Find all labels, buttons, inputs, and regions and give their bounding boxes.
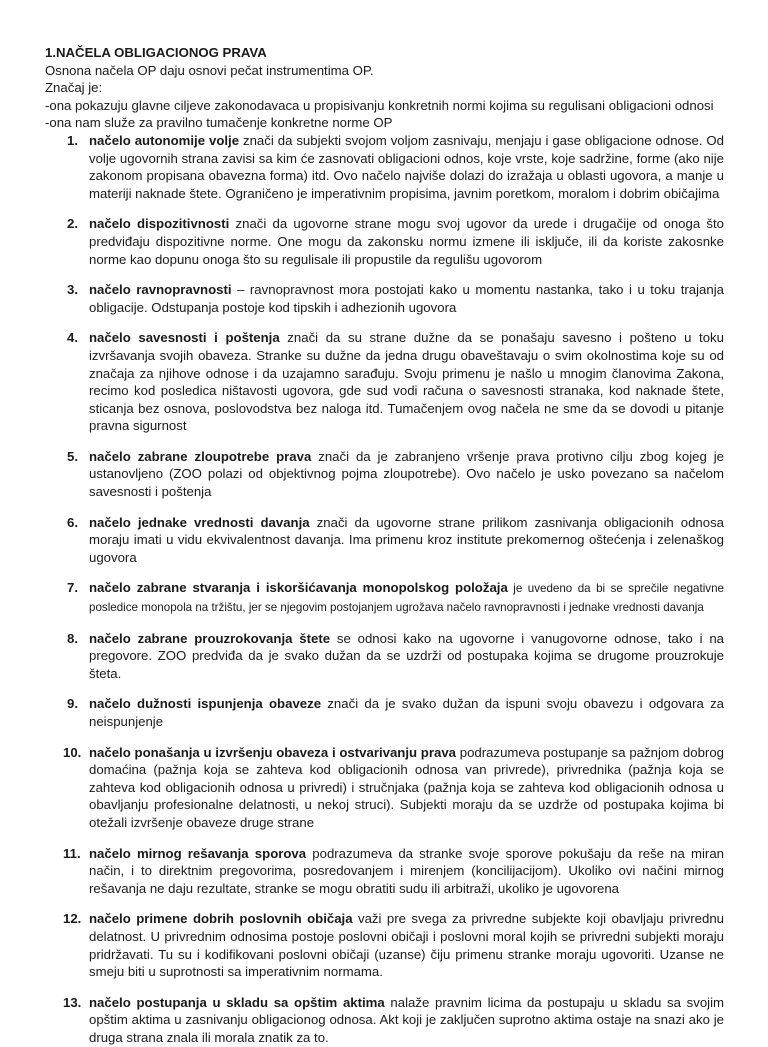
principle-item bbox=[45, 132, 724, 202]
principle-term: načelo zabrane zloupotrebe prava bbox=[89, 448, 312, 464]
principle-number: 2. bbox=[67, 216, 78, 232]
principle-item bbox=[45, 329, 724, 435]
principle-number: 3. bbox=[67, 282, 78, 298]
principle-text: znači da subjekti svojom voljom zasnivaju, menjaju i gase obligacione odnose. Od volje ugovornih strana zavisi sa kim će zasnovati obligacioni odnos, koje vrste, koje sadržine, forme (ako nije zakonom propisana obavezna forma) itd. Ovo načelo najviše dolazi do izražaja u oblasti ugovora, a manje u materiji naknade štete. Ograničeno je imperativnim propisima, javnim poretkom, moralom i dobrim običajima bbox=[89, 132, 725, 201]
principle-number: 9. bbox=[67, 696, 78, 712]
principle-text: važi pre svega za privredne subjekte koji obavljaju privrednu delatnost. U privrednim odnosima postoje poslovni običaji i poslovni moral kojih se privredni subjekti moraju pridržavati. Tu su i kodifikovani poslovni običaji (uzanse) čiju primenu stranke moraju ugovoriti. Uzanse ne smeju biti u suprotnosti sa imperativnim normama. bbox=[89, 911, 724, 980]
principle-item bbox=[45, 695, 724, 730]
principle-item bbox=[45, 281, 724, 316]
principle-number: 1. bbox=[67, 132, 78, 148]
document-heading: 1.NAČELA OBLIGACIONOG PRAVA bbox=[45, 45, 267, 60]
principle-item bbox=[45, 744, 724, 832]
principle-item bbox=[45, 910, 724, 980]
principle-number: 8. bbox=[67, 630, 78, 646]
principle-text: podrazumeva postupanje sa pažnjom dobrog domaćina (pažnja koja se zahteva kod obligacionih odnosa van privrede), privrednika (pažnja koja se zahteva kod obligacionih odnosa u privredi) i stručnjaka (pažnja koja se zahteva kod obligacionih odnosa u obavljanju profesionalne delatnosti, u nekoj struci). Subjekti moraju da se uzdrže od postupaka kojima bi otežali izvršenje obaveze druge strane bbox=[89, 744, 724, 830]
principle-term: načelo primene dobrih poslovnih običaja bbox=[89, 911, 353, 927]
principle-number: 13. bbox=[63, 994, 82, 1010]
principle-item bbox=[45, 994, 724, 1047]
principles-list bbox=[45, 132, 724, 1047]
principle-term: načelo jednake vrednosti davanja bbox=[89, 514, 310, 530]
intro-line: -ona nam služe za pravilno tumačenje konkretne norme OP bbox=[45, 115, 393, 131]
principle-term: načelo ravnopravnosti bbox=[89, 282, 232, 298]
principle-number: 6. bbox=[67, 514, 78, 530]
principle-text: nalaže pravnim licima da postupaju u skladu sa svojim opštim aktima u zasnivanju obligacionog odnosa. Akt koji je zaključen suprotno aktima ostaje na snazi ako je druga strana znala ili morala znatik za to. bbox=[89, 994, 724, 1045]
principle-number: 11. bbox=[63, 845, 81, 861]
intro-line: Značaj je: bbox=[45, 80, 103, 96]
principle-term: načelo mirnog rešavanja sporova bbox=[89, 845, 307, 861]
principle-number: 5. bbox=[67, 448, 78, 464]
principle-item bbox=[45, 845, 724, 898]
principle-term: načelo zabrane stvaranja i iskoršićavanja monopolskog položaja bbox=[89, 580, 508, 596]
principle-item bbox=[45, 215, 724, 268]
principle-text: znači da su strane dužne da se ponašaju savesno i pošteno u toku izvršavanja svojih obaveza. Stranke su dužne da jedna drugu obaveštavaju o svim okolnostima koje su od značaja za njihove odnose i da uzajamno sarađuju. Svoju primenu je našlo u mnogim članovima Zakona, recimo kod posledica ništavosti ugovora, gde sud vodi računa o savesnosti stranaka, kod naknade štete, sticanja bez osnova, poslovodstva bez naloga itd. Tumačenjem ovog načela ne sme da se dovodi u pitanje pravna sigurnost bbox=[89, 330, 724, 434]
principle-number: 10. bbox=[63, 744, 82, 760]
principle-text: znači da ugovorne strane prilikom zasnivanja obligacionih odnosa moraju imati u vidu ekvivalentnost davanja. Ima primenu kroz institute prekomernog oštećenja i zelenaškog ugovora bbox=[89, 514, 724, 565]
principle-term: načelo postupanja u skladu sa opštim aktima bbox=[89, 994, 385, 1010]
principle-term: načelo dužnosti ispunjenja obaveze bbox=[89, 696, 322, 712]
principle-text: podrazumeva da stranke svoje sporove pokušaju da reše na miran način, i to direktnim pregovorima, posredovanjem i mirenjem (koncilijacijom). Ukoliko ovi načini mirnog rešavanja ne daju rezultate, stranke se mogu obratiti sudu ili arbitraži, ukoliko je ugovorena bbox=[89, 845, 724, 896]
principle-text: – ravnopravnost mora postojati kako u momentu nastanka, tako i u toku trajanja obligacije. Odstupanja postoje kod tipskih i adhezionih ugovora bbox=[89, 282, 724, 315]
intro-line: Osnona načela OP daju osnovi pečat instrumentima OP. bbox=[45, 62, 374, 78]
principle-term: načelo dispozitivnosti bbox=[89, 216, 230, 232]
principle-text: se odnosi kako na ugovorne i vanugovorne odnose, tako i na pregovore. ZOO predviđa da je svako dužan da se uzdrži od postupaka kojima se drugome prouzrokuje šteta. bbox=[89, 630, 725, 681]
principle-text: je uvedeno da bi se sprečile negativne posledice monopola na tržištu, jer se njegovim postojanjem ugrožava načelo ravnopravnosti i jednake vrednosti davanja bbox=[89, 582, 724, 615]
principle-item bbox=[45, 514, 724, 567]
principle-text: znači da je svako dužan da ispuni svoju obavezu i odgovara za neispunjenje bbox=[89, 696, 725, 729]
principle-text: znači da je zabranjeno vršenje prava protivno cilju zbog kojeg je ustanovljeno (ZOO polazi od objektivnog pojma zloupotrebe). Ovo načelo je usko povezano sa načelom savesnosti i poštenja bbox=[89, 448, 725, 500]
principle-number: 4. bbox=[67, 330, 78, 346]
principle-term: načelo zabrane prouzrokovanja štete bbox=[89, 630, 331, 646]
principle-term: načelo autonomije volje bbox=[89, 132, 240, 148]
principle-item bbox=[45, 448, 724, 501]
principle-number: 7. bbox=[67, 580, 78, 596]
intro-line: -ona pokazuju glavne ciljeve zakonodavaca u propisivanju konkretnih normi kojima su regulisani obligacioni odnosi bbox=[45, 97, 714, 113]
principle-item bbox=[45, 630, 724, 683]
principle-term: načelo savesnosti i poštenja bbox=[89, 330, 280, 346]
principle-number: 12. bbox=[63, 911, 82, 927]
principle-text: znači da ugovorne strane mogu svoj ugovor da urede i drugačije od onoga što predviđaju dispozitivne norme. One mogu da zakonsku normu izmene ili isključe, ili da koriste zakosnke norme kao dopunu onoga što su regulisale ili propustile da regulišu ugovorom bbox=[89, 216, 724, 267]
principle-term: načelo ponašanja u izvršenju obaveza i ostvarivanju prava bbox=[89, 744, 457, 760]
principle-item bbox=[45, 579, 724, 616]
